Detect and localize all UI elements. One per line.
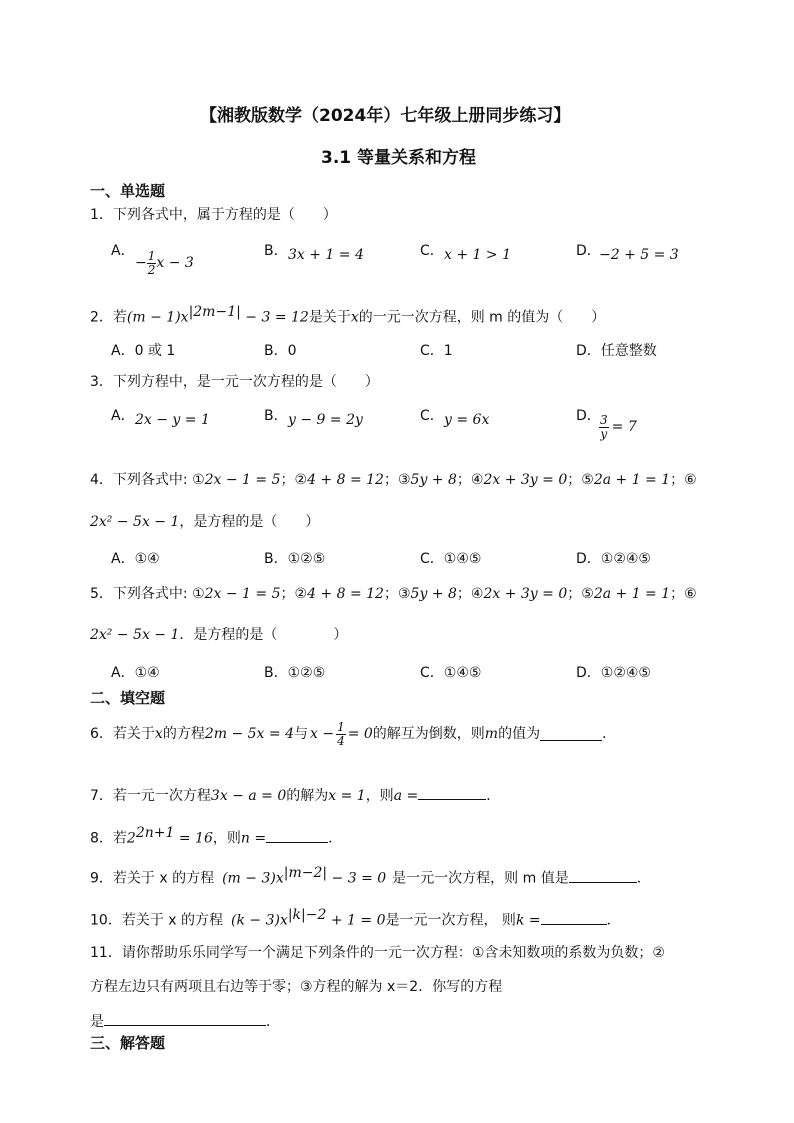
q2-option-a: A．0 或 1 (111, 343, 176, 359)
fraction-three-over-y: $\frac{3}{y}$ (600, 413, 608, 441)
q3-option-d-label: D． (576, 408, 601, 424)
question-4-stem-cont: 2x² − 5x − 1，是方程的是（ ） (90, 514, 320, 530)
section-heading-solve: 三、解答题 (90, 1034, 166, 1052)
question-11-line-1: 11．请你帮助乐乐同学写一个满足下列条件的一元一次方程：①含未知数项的系数为负数；② (90, 945, 665, 961)
q5-option-c: C．①④⑤ (420, 665, 482, 681)
answer-blank-q9[interactable] (569, 869, 637, 883)
q1-option-a (135, 250, 194, 276)
document-title: 【湘教版数学（2024年）七年级上册同步练习】 (200, 106, 571, 126)
question-5-stem-cont: 2x² − 5x − 1．是方程的是（ ） (90, 627, 348, 643)
q1-option-a-label: A． (111, 243, 135, 259)
answer-blank-q7[interactable] (418, 786, 486, 800)
q3-option-a-label: A． (111, 408, 135, 424)
fraction-one-quarter: $\frac{1}{4}$ (337, 720, 345, 748)
q2-option-b: B．0 (264, 343, 297, 359)
q5-option-d: D．①②④⑤ (576, 665, 651, 681)
minus-sign: − (135, 255, 147, 272)
q1-option-c: x + 1 > 1 (444, 247, 511, 263)
q1-option-d-label: D． (576, 243, 601, 259)
answer-blank-q11[interactable] (104, 1012, 266, 1026)
fraction-one-half: $\frac{1}{2}$ (147, 249, 156, 277)
question-6: 6．若关于 x 的方程 2m − 5x = 4 与 x − $\frac{1}{4}$ = 0 的解互为倒数，则 m 的值为 ． (90, 720, 617, 748)
q4-option-d: D．①②④⑤ (576, 551, 651, 567)
question-11-line-2: 方程左边只有两项且右边等于零；③方程的解为 x＝2．你写的方程 (90, 979, 503, 995)
q1-option-a-expr: x − 3 (156, 255, 194, 272)
q3-option-b: y − 9 = 2y (288, 412, 363, 428)
answer-blank-q8[interactable] (266, 829, 328, 843)
question-8: 8．若$2^{2n+1} = 16$，则n = ． (90, 825, 343, 847)
question-3-stem: 3．下列方程中，是一元一次方程的是（ ） (90, 374, 379, 390)
question-2-stem: 2．若$(m - 1)x^{|2m-1|} - 3 = 12$是关于x的一元一次方程，则 m 的值为（ ） (90, 304, 606, 326)
q3-option-d: $\frac{3}{y}$ = 7 (600, 413, 637, 441)
question-10: 10．若关于 x 的方程 $(k - 3)x^{|k|-2} + 1 = 0$是一元一次方程， 则k = ． (90, 907, 621, 929)
q1-option-c-label: C． (420, 243, 444, 259)
section-heading-fill-in: 二、填空题 (90, 689, 166, 707)
q5-option-b: B．①②⑤ (264, 665, 326, 681)
q3-option-c-label: C． (420, 408, 444, 424)
question-11-line-3: 是 ． (90, 1014, 280, 1030)
question-7: 7．若一元一次方程3x − a = 0的解为x = 1，则a = ． (90, 788, 501, 804)
question-4-stem: 4．下列各式中: ①2x − 1 = 5；②4 + 8 = 12；③5y + 8；④2x + 3y = 0；⑤2a + 1 = 1；⑥ (90, 472, 697, 488)
q2-option-d: D．任意整数 (576, 343, 657, 359)
q4-option-b: B．①②⑤ (264, 551, 326, 567)
question-9: 9．若关于 x 的方程 $(m - 3)x^{|m-2|} - 3 = 0$ 是一元一次方程，则 m 值是 ． (90, 865, 651, 887)
q3-option-c: y = 6x (444, 412, 490, 428)
q3-option-b-label: B． (264, 408, 288, 424)
q4-option-a: A．①④ (111, 551, 160, 567)
q1-option-b: 3x + 1 = 4 (288, 247, 364, 263)
answer-blank-q10[interactable] (541, 911, 607, 925)
question-5-stem: 5．下列各式中: ①2x − 1 = 5；②4 + 8 = 12；③5y + 8；④2x + 3y = 0；⑤2a + 1 = 1；⑥ (90, 586, 697, 602)
q4-option-c: C．①④⑤ (420, 551, 482, 567)
q2-option-c: C．1 (420, 343, 453, 359)
document-subtitle: 3.1 等量关系和方程 (321, 148, 477, 168)
answer-blank-q6[interactable] (540, 727, 602, 741)
q5-option-a: A．①④ (111, 665, 160, 681)
section-heading-single-choice: 一、单选题 (90, 182, 166, 200)
q3-option-a: 2x − y = 1 (135, 412, 210, 428)
question-1-stem: 1．下列各式中，属于方程的是（ ） (90, 207, 337, 223)
q1-option-b-label: B． (264, 243, 288, 259)
q1-option-d: −2 + 5 = 3 (599, 247, 679, 263)
